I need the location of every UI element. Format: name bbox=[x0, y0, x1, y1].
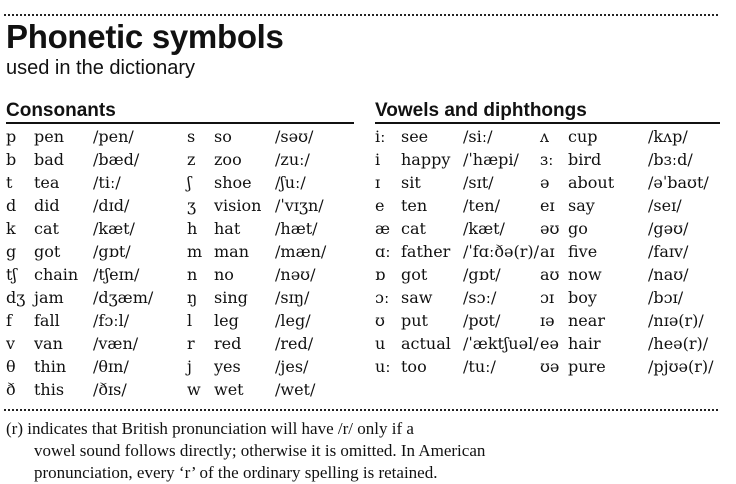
example-word: sit bbox=[401, 173, 421, 192]
phonetic-symbol: ŋ bbox=[187, 288, 198, 307]
transcription: /pen/ bbox=[93, 127, 134, 146]
phonetic-symbol: z bbox=[187, 150, 196, 169]
transcription: /bɔɪ/ bbox=[648, 288, 684, 307]
example-word: see bbox=[401, 127, 429, 146]
phonetic-symbol: ʊ bbox=[375, 311, 385, 330]
phonetic-symbol: u bbox=[375, 334, 386, 353]
example-word: so bbox=[214, 127, 232, 146]
transcription: /tʃeɪn/ bbox=[93, 265, 140, 284]
transcription: /əˈbaʊt/ bbox=[648, 173, 709, 192]
phonetic-symbol: əʊ bbox=[540, 219, 560, 238]
transcription: /wet/ bbox=[275, 380, 316, 399]
phonetic-symbol: eɪ bbox=[540, 196, 555, 215]
phonetic-symbol: iː bbox=[375, 127, 386, 146]
top-dotted-divider bbox=[4, 14, 718, 16]
example-word: bird bbox=[568, 150, 602, 169]
example-word: happy bbox=[401, 150, 451, 169]
transcription: /dʒæm/ bbox=[93, 288, 154, 307]
phonetic-symbol: ɔː bbox=[375, 288, 390, 307]
transcription: /tiː/ bbox=[93, 173, 121, 192]
example-word: ten bbox=[401, 196, 428, 215]
transcription: /væn/ bbox=[93, 334, 139, 353]
example-word: sing bbox=[214, 288, 248, 307]
example-word: zoo bbox=[214, 150, 242, 169]
phonetic-symbol: l bbox=[187, 311, 193, 330]
example-word: father bbox=[401, 242, 451, 261]
transcription: /jes/ bbox=[275, 357, 309, 376]
example-word: bad bbox=[34, 150, 65, 169]
example-word: yes bbox=[214, 357, 241, 376]
phonetic-symbol: ʊə bbox=[540, 357, 560, 376]
transcription: /siː/ bbox=[463, 127, 493, 146]
example-word: actual bbox=[401, 334, 451, 353]
example-word: now bbox=[568, 265, 602, 284]
example-word: cat bbox=[34, 219, 59, 238]
transcription: /kæt/ bbox=[93, 219, 135, 238]
example-word: leg bbox=[214, 311, 239, 330]
example-word: fall bbox=[34, 311, 60, 330]
vowels-heading-rule bbox=[375, 122, 720, 124]
phonetic-symbol: h bbox=[187, 219, 198, 238]
example-word: hat bbox=[214, 219, 241, 238]
example-word: man bbox=[214, 242, 250, 261]
page-subtitle: used in the dictionary bbox=[6, 57, 196, 79]
phonetic-symbol: p bbox=[6, 127, 17, 146]
example-word: vision bbox=[214, 196, 262, 215]
example-word: shoe bbox=[214, 173, 252, 192]
transcription: /faɪv/ bbox=[648, 242, 689, 261]
phonetic-symbol: θ bbox=[6, 357, 16, 376]
example-word: say bbox=[568, 196, 595, 215]
transcription: /heə(r)/ bbox=[648, 334, 709, 353]
transcription: /fɔːl/ bbox=[93, 311, 130, 330]
transcription: /bɜːd/ bbox=[648, 150, 693, 169]
transcription: /tuː/ bbox=[463, 357, 496, 376]
phonetic-symbol: ʒ bbox=[187, 196, 197, 215]
transcription: /leg/ bbox=[275, 311, 311, 330]
example-word: put bbox=[401, 311, 428, 330]
phonetic-symbol: ɒ bbox=[375, 265, 386, 284]
phonetic-symbol: k bbox=[6, 219, 16, 238]
phonetic-symbol: ʌ bbox=[540, 127, 550, 146]
transcription: /nɪə(r)/ bbox=[648, 311, 704, 330]
phonetic-symbol: s bbox=[187, 127, 196, 146]
example-word: near bbox=[568, 311, 605, 330]
transcription: /ˈvɪʒn/ bbox=[275, 196, 324, 215]
transcription: /sɪŋ/ bbox=[275, 288, 310, 307]
example-word: tea bbox=[34, 173, 60, 192]
footnote bbox=[6, 418, 726, 484]
phonetic-symbol: ɪ bbox=[375, 173, 381, 192]
phonetic-symbol: uː bbox=[375, 357, 391, 376]
vowels-heading: Vowels and diphthongs bbox=[375, 100, 587, 121]
example-word: got bbox=[34, 242, 61, 261]
transcription: /kæt/ bbox=[463, 219, 505, 238]
phonetic-symbol: v bbox=[6, 334, 16, 353]
transcription: /sɔː/ bbox=[463, 288, 497, 307]
transcription: /səʊ/ bbox=[275, 127, 314, 146]
phonetic-symbol: æ bbox=[375, 219, 391, 238]
example-word: chain bbox=[34, 265, 79, 284]
footnote-line: vowel sound follows directly; otherwise it is omitted. In American bbox=[34, 441, 486, 460]
example-word: cat bbox=[401, 219, 426, 238]
example-word: go bbox=[568, 219, 588, 238]
page-title: Phonetic symbols bbox=[6, 18, 284, 55]
phonetic-symbol: e bbox=[375, 196, 385, 215]
transcription: /bæd/ bbox=[93, 150, 140, 169]
phonetic-symbol: aʊ bbox=[540, 265, 560, 284]
transcription: /gəʊ/ bbox=[648, 219, 689, 238]
transcription: /ðɪs/ bbox=[93, 380, 127, 399]
transcription: /sɪt/ bbox=[463, 173, 494, 192]
transcription: /kʌp/ bbox=[648, 127, 688, 146]
transcription: /red/ bbox=[275, 334, 314, 353]
transcription: /mæn/ bbox=[275, 242, 327, 261]
phonetic-symbol: n bbox=[187, 265, 198, 284]
transcription: /dɪd/ bbox=[93, 196, 130, 215]
transcription: /θɪn/ bbox=[93, 357, 129, 376]
phonetic-symbol: ə bbox=[540, 173, 550, 192]
phonetic-symbol: m bbox=[187, 242, 203, 261]
phonetic-symbol: g bbox=[6, 242, 17, 261]
example-word: wet bbox=[214, 380, 244, 399]
example-word: five bbox=[568, 242, 598, 261]
phonetic-symbol: d bbox=[6, 196, 17, 215]
example-word: hair bbox=[568, 334, 601, 353]
transcription: /gɒt/ bbox=[463, 265, 501, 284]
footnote-line: (r) indicates that British pronunciation will have /r/ only if a bbox=[6, 419, 414, 438]
example-word: van bbox=[34, 334, 63, 353]
phonetic-symbol: ʃ bbox=[187, 173, 192, 192]
transcription: /seɪ/ bbox=[648, 196, 682, 215]
example-word: too bbox=[401, 357, 427, 376]
example-word: saw bbox=[401, 288, 433, 307]
example-word: got bbox=[401, 265, 428, 284]
consonants-heading: Consonants bbox=[6, 100, 116, 121]
phonetic-symbol: i bbox=[375, 150, 381, 169]
example-word: no bbox=[214, 265, 234, 284]
phonetic-symbol: ɪə bbox=[540, 311, 555, 330]
example-word: thin bbox=[34, 357, 67, 376]
example-word: did bbox=[34, 196, 60, 215]
phonetic-symbol: ð bbox=[6, 380, 16, 399]
transcription: /ˈfɑːðə(r)/ bbox=[463, 242, 539, 261]
example-word: pen bbox=[34, 127, 65, 146]
phonetic-symbol: dʒ bbox=[6, 288, 26, 307]
transcription: /pʊt/ bbox=[463, 311, 501, 330]
phonetic-symbol: eə bbox=[540, 334, 559, 353]
example-word: cup bbox=[568, 127, 598, 146]
transcription: /pjʊə(r)/ bbox=[648, 357, 714, 376]
example-word: red bbox=[214, 334, 242, 353]
transcription: /ten/ bbox=[463, 196, 500, 215]
phonetic-symbol: ɑː bbox=[375, 242, 391, 261]
footnote-dotted-divider bbox=[4, 409, 718, 411]
example-word: boy bbox=[568, 288, 597, 307]
phonetic-symbol: w bbox=[187, 380, 201, 399]
transcription: /ˈhæpi/ bbox=[463, 150, 519, 169]
transcription: /ˈæktʃuəl/ bbox=[463, 334, 539, 353]
transcription: /hæt/ bbox=[275, 219, 318, 238]
transcription: /naʊ/ bbox=[648, 265, 689, 284]
transcription: /gɒt/ bbox=[93, 242, 131, 261]
phonetic-symbol: t bbox=[6, 173, 13, 192]
example-word: this bbox=[34, 380, 65, 399]
phonetic-symbol: r bbox=[187, 334, 195, 353]
phonetic-symbol: f bbox=[6, 311, 12, 330]
example-word: about bbox=[568, 173, 615, 192]
transcription: /ʃuː/ bbox=[275, 173, 306, 192]
phonetic-symbol: aɪ bbox=[540, 242, 555, 261]
example-word: pure bbox=[568, 357, 606, 376]
transcription: /nəʊ/ bbox=[275, 265, 316, 284]
phonetic-symbol: ɔɪ bbox=[540, 288, 555, 307]
phonetic-symbol: ɜː bbox=[540, 150, 554, 169]
transcription: /zuː/ bbox=[275, 150, 310, 169]
phonetic-symbol: b bbox=[6, 150, 17, 169]
consonants-heading-rule bbox=[6, 122, 354, 124]
example-word: jam bbox=[34, 288, 64, 307]
phonetic-symbol: tʃ bbox=[6, 265, 17, 284]
footnote-line: pronunciation, every ‘r’ of the ordinary spelling is retained. bbox=[34, 463, 438, 482]
phonetic-symbol: j bbox=[187, 357, 192, 376]
